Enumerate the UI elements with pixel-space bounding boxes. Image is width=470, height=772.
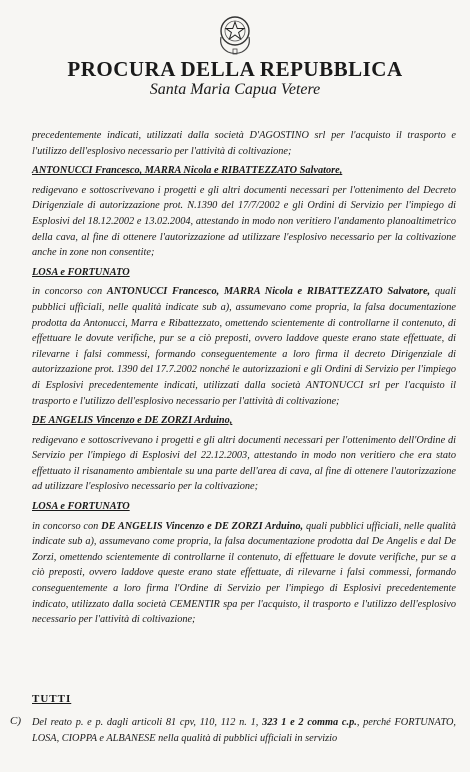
paragraph-c — [32, 715, 456, 746]
paragraph-losa-fortunato-2 — [32, 519, 456, 628]
paragraph-intro: precedentemente indicati, utilizzati dalla società D'AGOSTINO srl per l'acquisto il trasporto e l'utilizzo dell'esplosivo necessario per l'attività di coltivazione; — [32, 130, 456, 157]
paragraph-c-text — [32, 715, 456, 746]
text-span: in concorso con — [32, 520, 102, 532]
section-heading-antonucci: ANTONUCCI Francesco, MARRA Nicola e RIBATTEZZATO Salvatore, — [32, 165, 343, 177]
italian-republic-emblem-icon — [216, 13, 254, 57]
paragraph-losa-fortunato-1 — [32, 284, 456, 409]
text-span: quali pubblici ufficiali, nelle qualità indicate sub a), assumevano come propria, la falsa documentazione prodotta dal De Angelis e dal De Zorzi, omettendo scientemente di controllarne il contenuto, di effettuare le dovute verifiche, pur se a ciò preposti, ovvero laddove queste erano state effettuate, di rilevarne i falsi commessi, formando conseguentemente a loro firma l'Ordine di Servizio per l'impiego di Esplosivi precedentemente indicato, utilizzato dalla società CEMENTIR spa per l'acquisto, il trasporto e l'utilizzo dell'esplosivo necessario per l'attività di coltivazione; — [32, 520, 457, 626]
text-span: in concorso con — [32, 286, 107, 298]
bold-names: ANTONUCCI Francesco, MARRA Nicola e RIBATTEZZATO Salvatore, — [106, 286, 431, 298]
section-heading-losa-fortunato-1: LOSA e FORTUNATO — [32, 266, 130, 278]
document-body — [32, 128, 456, 628]
text-span: quali pubblici ufficiali, nelle qualità indicate sub a), assumevano come propria, la falsa documentazione prodotta da Antonucci, Marra e Ribattezzato, omettendo scientemente di controllarne il contenuto, di effettuare le dovute verifiche, pur se a ciò preposti, ovvero laddove queste erano state effettuate, di rilevarne i falsi commessi, formando conseguentemente a loro firma il decreto Dirigenziale di autorizzazione prot. 1390 del 17.7.2002 nonché le autorizzazioni e gli Ordini di Servizio per l'impiego di Esplosivi precedentemente indicati, utilizzati dalla società ANTONUCCI srl per l'acquisto il trasporto e l'utilizzo dell'esplosivo necessario per l'attività di coltivazione; — [32, 286, 456, 407]
bold-names: DE ANGELIS Vincenzo e DE ZORZI Arduino, — [101, 520, 304, 532]
paragraph-de-angelis: redigevano e sottoscrivevano i progetti e gli altri documenti necessari per l'ottenimento dell'Ordine di Servizio per l'impiego di Esplosivi del 22.12.2003, attestando in modo non veritiero che era stato effettuato il risanamento ambientale su una parte dell'area di cava, al fine di ottenere l'autorizzazione ad utilizzare l'esplosivo necessario per la coltivazione; — [32, 434, 456, 493]
bold-article: 323 1 e 2 comma c.p. — [262, 717, 357, 728]
paragraph-antonucci: redigevano e sottoscrivevano i progetti e gli altri documenti necessari per l'ottenimento del Decreto Dirigenziale di autorizzazione prot. N.1390 del 17/7/2002 e gli Ordini di Servizio per l'impiego di Esplosivi del 18.12.2002 e 13.02.2004, attestando in modo non veritiero l'andamento planoaltimetrico della cava, al fine di ottenere l'autorizzazione ad utilizzare l'esplosivo necessario per la coltivazione anche in zone non consentite; — [32, 184, 456, 259]
text-span: , perché FORTUNATO, LOSA, CIOPPA e ALBANESE nella qualità di pubblici ufficiali in servizio — [32, 717, 456, 744]
section-heading-losa-fortunato-2: LOSA e FORTUNATO — [32, 501, 130, 513]
page-title: PROCURA DELLA REPUBBLICA — [67, 57, 403, 81]
section-heading-tutti: TUTTI — [32, 693, 72, 705]
item-label-c: C) — [10, 715, 21, 727]
text-span: Del reato p. e p. dagli articoli 81 cpv, 110, 112 n. 1, — [32, 717, 263, 728]
section-heading-de-angelis: DE ANGELIS Vincenzo e DE ZORZI Arduino, — [32, 415, 233, 427]
page-subtitle: Santa Maria Capua Vetere — [149, 81, 321, 98]
